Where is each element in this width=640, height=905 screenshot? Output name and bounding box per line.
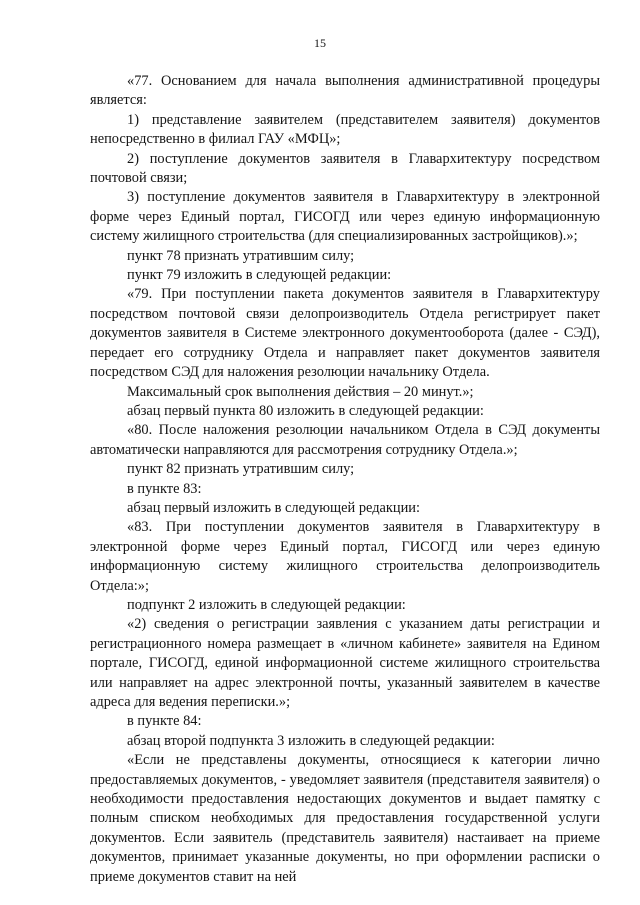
paragraph: подпункт 2 изложить в следующей редакции: bbox=[127, 596, 406, 613]
paragraph: «79. При поступлении пакета документов заявителя в Главархитектуру посредством почтовой связи делопроизводитель Отдела регистрирует пакет документов заявителя в Системе электронного документооборота (далее - СЭД), передает его сотруднику Отдела и направляет пакет документов заявителя посредством СЭД для наложения резолюции начальнику Отдела. bbox=[90, 286, 600, 381]
paragraph: «Если не представлены документы, относящиеся к категории лично предоставляемых документов, - уведомляет заявителя (представителя заявителя) о необходимости предоставления недостающих документов и выдает памятку с полным списком необходимых для предоставления государственной услуги документов. Если заявитель (представитель заявителя) настаивает на приеме документов, принимает указанные документы, но при оформлении расписки о приеме документов ставит на ней bbox=[90, 752, 600, 885]
page-number: 15 bbox=[314, 36, 326, 50]
paragraph: абзац первый пункта 80 изложить в следующей редакции: bbox=[127, 402, 484, 419]
paragraph: 2) поступление документов заявителя в Главархитектуру посредством почтовой связи; bbox=[90, 150, 600, 187]
paragraph: 3) поступление документов заявителя в Главархитектуру в электронной форме через Единый портал, ГИСОГД или через единую информационную систему жилищного строительства (для специализированных застройщиков).»; bbox=[90, 189, 600, 245]
paragraph: «2) сведения о регистрации заявления с указанием даты регистрации и регистрационного номера размещает в «личном кабинете» заявителя на Едином портале, ГИСОГД, единой информационной системе жилищного строительства или направляет на адрес электронной почты, указанный заявителем в качестве адреса для ведения переписки.»; bbox=[90, 616, 600, 710]
document-body bbox=[90, 72, 600, 887]
paragraph: в пункте 84: bbox=[127, 713, 202, 730]
paragraph: абзац второй подпункта 3 изложить в следующей редакции: bbox=[127, 732, 495, 749]
paragraph: «77. Основанием для начала выполнения административной процедуры является: bbox=[90, 73, 600, 109]
paragraph: 1) представление заявителем (представителем заявителя) документов непосредственно в филиал ГАУ «МФЦ»; bbox=[90, 111, 600, 148]
paragraph: пункт 79 изложить в следующей редакции: bbox=[127, 267, 392, 284]
paragraph: абзац первый изложить в следующей редакции: bbox=[127, 499, 421, 516]
paragraph: пункт 82 признать утратившим силу; bbox=[127, 461, 355, 478]
paragraph: «80. После наложения резолюции начальником Отдела в СЭД документы автоматически направляются для рассмотрения сотруднику Отдела.»; bbox=[90, 422, 600, 458]
paragraph: пункт 78 признать утратившим силу; bbox=[127, 247, 355, 264]
paragraph: в пункте 83: bbox=[127, 480, 202, 497]
paragraph: «83. При поступлении документов заявителя в Главархитектуру в электронной форме через Единый портал, ГИСОГД или через единую информационную систему жилищного строительства делопроизводитель Отдела:»; bbox=[90, 519, 600, 594]
paragraph: Максимальный срок выполнения действия – 20 минут.»; bbox=[127, 383, 474, 400]
